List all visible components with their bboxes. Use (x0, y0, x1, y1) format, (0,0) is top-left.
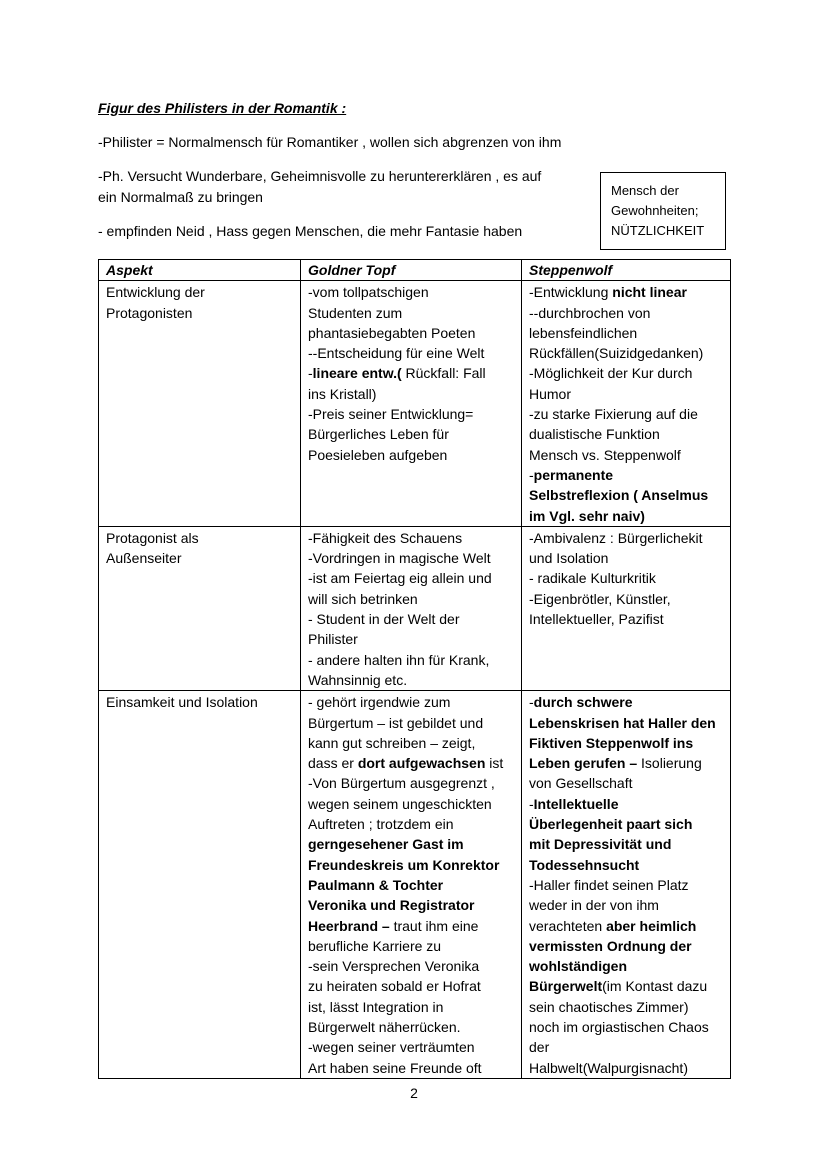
cell-line: Bürgertum – ist gebildet und (308, 714, 484, 731)
cell-line: -permanente (529, 466, 614, 483)
cell-line: verachteten aber heimlich (529, 917, 697, 934)
cell-line: --durchbrochen von (529, 304, 651, 321)
note-box-line: Mensch der (611, 183, 679, 198)
cell-line: --Entscheidung für eine Welt (308, 345, 485, 362)
cell-line: -wegen seiner verträumten (308, 1039, 475, 1056)
cell-line: -lineare entw.( Rückfall: Fall (308, 365, 486, 382)
cell-line: Lebenskrisen hat Haller den (529, 714, 716, 731)
page-number: 2 (410, 1085, 418, 1101)
cell-line: sein chaotisches Zimmer) (529, 998, 689, 1015)
table-row (99, 281, 731, 527)
cell-line: Poesieleben aufgeben (308, 446, 448, 463)
header-goldner-topf: Goldner Topf (301, 260, 522, 281)
cell-line: -vom tollpatschigen (308, 284, 429, 301)
note-box-line: Gewohnheiten; (611, 203, 699, 218)
cell-line: -Eigenbrötler, Künstler, (529, 590, 671, 607)
cell-line: -durch schwere (529, 694, 633, 711)
cell-line: lebensfeindlichen (529, 324, 638, 341)
cell-steppenwolf (522, 281, 731, 527)
cell-line: dualistische Funktion (529, 426, 660, 443)
cell-line: -zu starke Fixierung auf die (529, 406, 698, 423)
cell-line: Fiktiven Steppenwolf ins (529, 734, 694, 751)
page-heading: Figur des Philisters in der Romantik : (98, 100, 347, 116)
note-box-line: NÜTZLICHKEIT (611, 223, 705, 238)
cell-line: Selbstreflexion ( Anselmus (529, 487, 709, 504)
cell-line: Protagonisten (106, 304, 193, 321)
cell-aspekt (99, 526, 301, 690)
cell-line: Halbwelt(Walpurgisnacht) (529, 1059, 688, 1076)
table-row (99, 526, 731, 690)
cell-line: - gehört irgendwie zum (308, 694, 451, 711)
cell-line: von Gesellschaft (529, 775, 633, 792)
cell-steppenwolf (522, 526, 731, 690)
cell-line: -Intellektuelle (529, 795, 619, 812)
cell-line: -Haller findet seinen Platz (529, 876, 689, 893)
cell-line: - andere halten ihn für Krank, (308, 651, 490, 668)
cell-line: Überlegenheit paart sich (529, 816, 693, 833)
cell-line: Entwicklung der (106, 284, 205, 301)
cell-line: Humor (529, 385, 572, 402)
cell-line: Paulmann & Tochter (308, 876, 444, 893)
table-row (99, 691, 731, 1079)
cell-line: -Preis seiner Entwicklung= (308, 406, 474, 423)
cell-line: Intellektueller, Pazifist (529, 611, 664, 628)
cell-line: dass er dort aufgewachsen ist (308, 755, 504, 772)
cell-line: Art haben seine Freunde oft (308, 1059, 482, 1076)
header-steppenwolf: Steppenwolf (522, 260, 731, 281)
cell-line: - Student in der Welt der (308, 611, 460, 628)
cell-goldner-topf (301, 691, 522, 1079)
cell-line: Einsamkeit und Isolation (106, 694, 258, 711)
cell-steppenwolf (522, 691, 731, 1079)
cell-line: Auftreten ; trotzdem ein (308, 816, 454, 833)
cell-line: und Isolation (529, 550, 609, 567)
comparison-table (98, 259, 731, 1079)
intro-line-3: - empfinden Neid , Hass gegen Menschen, die mehr Fantasie haben (98, 223, 523, 239)
intro-line-1: -Philister = Normalmensch für Romantiker , wollen sich abgrenzen von ihm (98, 134, 562, 150)
cell-line: Philister (308, 631, 358, 648)
cell-line: weder in der von ihm (529, 897, 659, 914)
cell-line: ins Kristall) (308, 385, 377, 402)
cell-goldner-topf (301, 281, 522, 527)
note-box (600, 172, 726, 250)
cell-aspekt (99, 691, 301, 1079)
cell-line: -Entwicklung nicht linear (529, 284, 687, 301)
cell-line: -Möglichkeit der Kur durch (529, 365, 693, 382)
cell-line: Bürgerwelt näherrücken. (308, 1018, 461, 1035)
cell-line: Studenten zum (308, 304, 403, 321)
cell-line: Mensch vs. Steppenwolf (529, 446, 681, 463)
cell-line: berufliche Karriere zu (308, 937, 442, 954)
cell-line: -Von Bürgertum ausgegrenzt , (308, 775, 495, 792)
cell-line: Protagonist als (106, 529, 199, 546)
cell-line: vermissten Ordnung der (529, 937, 692, 954)
cell-line: wohlständigen (529, 958, 627, 975)
cell-line: -sein Versprechen Veronika (308, 958, 480, 975)
cell-line: Freundeskreis um Konrektor (308, 856, 500, 873)
cell-line: noch im orgiastischen Chaos (529, 1018, 709, 1035)
cell-line: Außenseiter (106, 550, 182, 567)
cell-line: - radikale Kulturkritik (529, 570, 656, 587)
intro-line-2a: -Ph. Versucht Wunderbare, Geheimnisvolle zu heruntererklären , es auf (98, 168, 542, 184)
cell-line: Veronika und Registrator (308, 897, 475, 914)
cell-line: Rückfällen(Suizidgedanken) (529, 345, 704, 362)
cell-goldner-topf (301, 526, 522, 690)
cell-line: will sich betrinken (308, 590, 418, 607)
table-header-row (99, 260, 731, 281)
cell-line: Heerbrand – traut ihm eine (308, 917, 479, 934)
cell-line: mit Depressivität und (529, 836, 672, 853)
intro-line-2b: ein Normalmaß zu bringen (98, 189, 263, 205)
cell-line: Leben gerufen – Isolierung (529, 755, 702, 772)
cell-line: der (529, 1039, 550, 1056)
cell-line: wegen seinem ungeschickten (308, 795, 492, 812)
cell-line: Bürgerwelt(im Kontast dazu (529, 978, 708, 995)
cell-line: gerngesehener Gast im (308, 836, 464, 853)
cell-line: -Fähigkeit des Schauens (308, 529, 463, 546)
cell-line: -Ambivalenz : Bürgerlichekit (529, 529, 703, 546)
cell-line: -Vordringen in magische Welt (308, 550, 491, 567)
cell-line: Bürgerliches Leben für (308, 426, 449, 443)
cell-line: phantasiebegabten Poeten (308, 324, 476, 341)
cell-line: ist, lässt Integration in (308, 998, 444, 1015)
cell-aspekt (99, 281, 301, 527)
header-aspekt: Aspekt (99, 260, 301, 281)
cell-line: -ist am Feiertag eig allein und (308, 570, 492, 587)
cell-line: im Vgl. sehr naiv) (529, 507, 645, 524)
cell-line: Wahnsinnig etc. (308, 671, 408, 688)
cell-line: kann gut schreiben – zeigt, (308, 734, 476, 751)
cell-line: zu heiraten sobald er Hofrat (308, 978, 481, 995)
cell-line: Todessehnsucht (529, 856, 640, 873)
